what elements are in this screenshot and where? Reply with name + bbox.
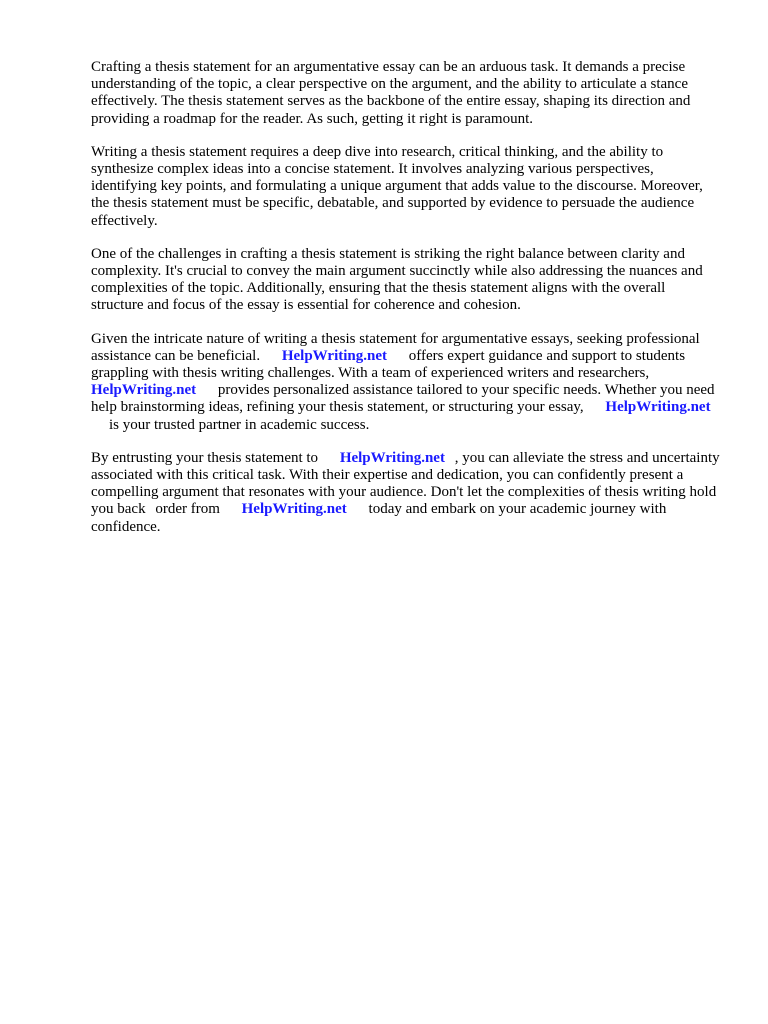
paragraph-conclusion-text-1: By entrusting your thesis statement to [91, 449, 319, 466]
paragraph-assistance [91, 331, 721, 434]
helpwriting-link-4[interactable]: HelpWriting.net [339, 449, 445, 466]
paragraph-conclusion [91, 450, 721, 536]
paragraph-conclusion-text-3: order from [155, 501, 220, 518]
paragraph-conclusion-text-4: today and embark on your academic journey with confidence. [91, 501, 667, 535]
helpwriting-link-3[interactable]: HelpWriting.net [605, 399, 711, 416]
paragraph-intro: Crafting a thesis statement for an argumentative essay can be an arduous task. It demands a precise understanding of the topic, a clear perspective on the argument, and the ability to articulate a stance effectively. The thesis statement serves as the backbone of the entire essay, shaping its direction and providing a roadmap for the reader. As such, getting it right is paramount. [91, 59, 691, 127]
document-body [91, 59, 721, 552]
paragraph-assistance-text-4: is your trusted partner in academic success. [109, 416, 370, 433]
helpwriting-link-2[interactable]: HelpWriting.net [91, 382, 197, 399]
helpwriting-link-5[interactable]: HelpWriting.net [241, 501, 347, 518]
helpwriting-link-1[interactable]: HelpWriting.net [281, 347, 387, 364]
paragraph-assistance-text-2: offers expert guidance and support to students grappling with thesis writing challenges. With a team of experienced writers and researchers, [91, 347, 686, 382]
paragraph-conclusion-text-2: , you can alleviate the stress and uncertainty associated with this critical task. With their expertise and dedication, you can confidently present a compelling argument that resonates with your audience. Don't let the complexities of thesis writing hold you back [91, 449, 720, 518]
paragraph-assistance-text-1: Given the intricate nature of writing a thesis statement for argumentative essays, seeking professional assistance can be beneficial. [91, 330, 700, 364]
paragraph-requirements: Writing a thesis statement requires a deep dive into research, critical thinking, and the ability to synthesize complex ideas into a concise statement. It involves analyzing various perspectives, identifying key points, and formulating a unique argument that adds value to the discourse. Moreover, the thesis statement must be specific, debatable, and supported by evidence to persuade the audience effectively. [91, 143, 703, 229]
paragraph-assistance-text-3: provides personalized assistance tailored to your specific needs. Whether you need help brainstorming ideas, refining your thesis statement, or structuring your essay, [91, 382, 715, 416]
paragraph-challenges: One of the challenges in crafting a thesis statement is striking the right balance between clarity and complexity. It's crucial to convey the main argument succinctly while also addressing the nuances and complexities of the topic. Additionally, ensuring that the thesis statement aligns with the overall structure and focus of the essay is essential for coherence and cohesion. [91, 245, 703, 314]
